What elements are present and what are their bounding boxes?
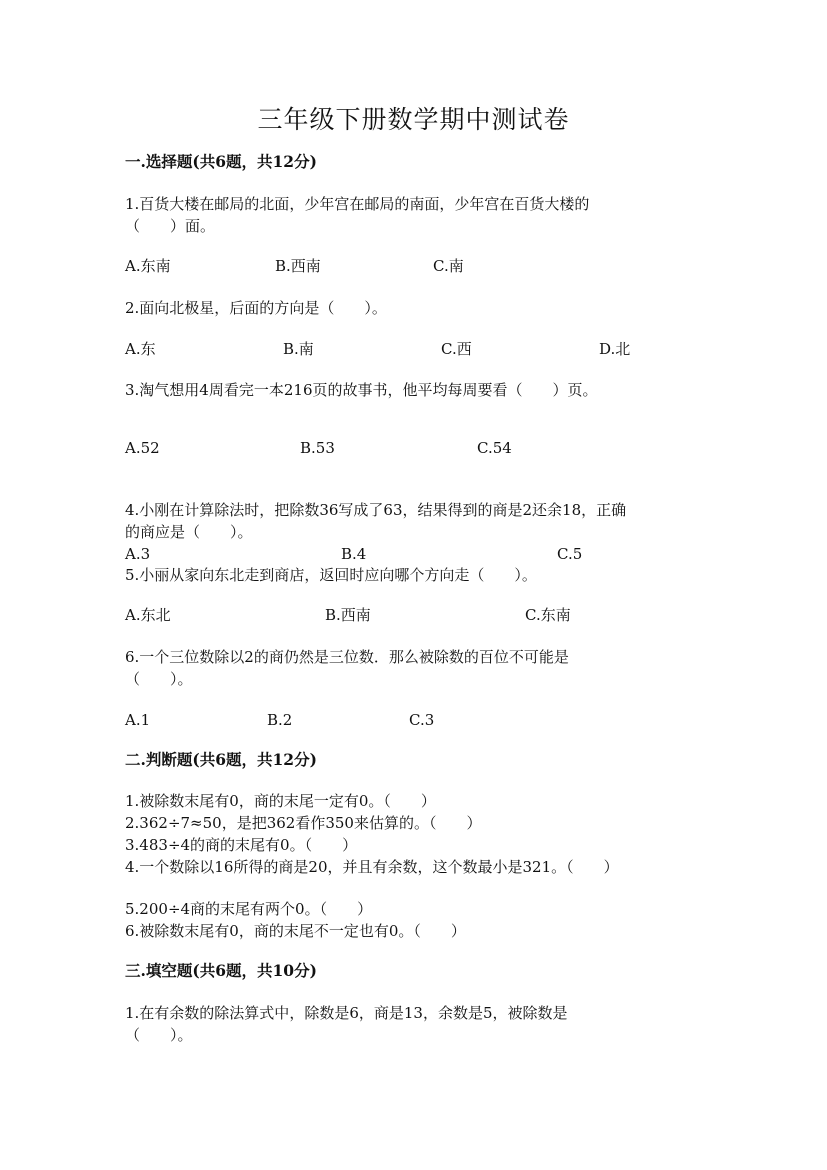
q1-2-option-d: D.北 bbox=[599, 340, 631, 358]
fill-q1-text: 1.在有余数的除法算式中，除数是6，商是13，余数是5，被除数是 bbox=[125, 1004, 568, 1022]
q1-6-option-a: A.1 bbox=[125, 711, 151, 729]
q1-2-text: 2.面向北极星，后面的方向是（ ）。 bbox=[125, 299, 387, 317]
section-1-heading: 一.选择题(共6题，共12分) bbox=[125, 152, 317, 171]
q1-2-option-c: C.西 bbox=[441, 340, 472, 358]
q1-1-option-c: C.南 bbox=[433, 257, 464, 275]
q1-5-option-c: C.东南 bbox=[525, 606, 571, 624]
judge-item-6: 6.被除数末尾有0，商的末尾不一定也有0。（ ） bbox=[125, 922, 466, 940]
q1-4-text-cont: 的商应是（ ）。 bbox=[125, 523, 253, 541]
q1-1-text: 1.百货大楼在邮局的北面，少年宫在邮局的南面，少年宫在百货大楼的 bbox=[125, 195, 590, 213]
judge-item-2: 2.362÷7≈50，是把362看作350来估算的。（ ） bbox=[125, 814, 482, 832]
q1-3-text: 3.淘气想用4周看完一本216页的故事书，他平均每周要看（ ）页。 bbox=[125, 381, 598, 399]
q1-3-option-a: A.52 bbox=[125, 439, 160, 457]
exam-title: 三年级下册数学期中测试卷 bbox=[257, 105, 570, 134]
q1-4-option-b: B.4 bbox=[341, 545, 367, 563]
judge-item-4: 4.一个数除以16所得的商是20，并且有余数，这个数最小是321。（ ） bbox=[125, 858, 619, 876]
q1-5-option-b: B.西南 bbox=[325, 606, 371, 624]
q1-5-text: 5.小丽从家向东北走到商店，返回时应向哪个方向走（ ）。 bbox=[125, 566, 537, 584]
q1-1-option-a: A.东南 bbox=[125, 257, 171, 275]
judge-item-3: 3.483÷4的商的末尾有0。（ ） bbox=[125, 836, 358, 854]
section-3-heading: 三.填空题(共6题，共10分) bbox=[125, 961, 317, 980]
q1-4-option-c: C.5 bbox=[557, 545, 583, 563]
q1-2-option-a: A.东 bbox=[125, 340, 156, 358]
judge-item-5: 5.200÷4商的末尾有两个0。（ ） bbox=[125, 900, 373, 918]
q1-4-option-a: A.3 bbox=[125, 545, 151, 563]
q1-3-option-b: B.53 bbox=[300, 439, 335, 457]
q1-3-option-c: C.54 bbox=[477, 439, 512, 457]
q1-6-option-b: B.2 bbox=[267, 711, 293, 729]
q1-6-text-cont: （ ）。 bbox=[125, 670, 193, 688]
q1-1-text-cont: （ ）面。 bbox=[125, 217, 216, 235]
q1-1-option-b: B.西南 bbox=[275, 257, 321, 275]
q1-4-text: 4.小刚在计算除法时，把除数36写成了63，结果得到的商是2还余18，正确 bbox=[125, 501, 627, 519]
q1-6-option-c: C.3 bbox=[409, 711, 435, 729]
q1-6-text: 6.一个三位数除以2的商仍然是三位数．那么被除数的百位不可能是 bbox=[125, 648, 569, 666]
q1-5-option-a: A.东北 bbox=[125, 606, 171, 624]
q1-2-option-b: B.南 bbox=[283, 340, 314, 358]
section-2-heading: 二.判断题(共6题，共12分) bbox=[125, 750, 317, 769]
judge-item-1: 1.被除数末尾有0，商的末尾一定有0。（ ） bbox=[125, 792, 436, 810]
fill-q1-text-cont: （ ）。 bbox=[125, 1026, 193, 1044]
